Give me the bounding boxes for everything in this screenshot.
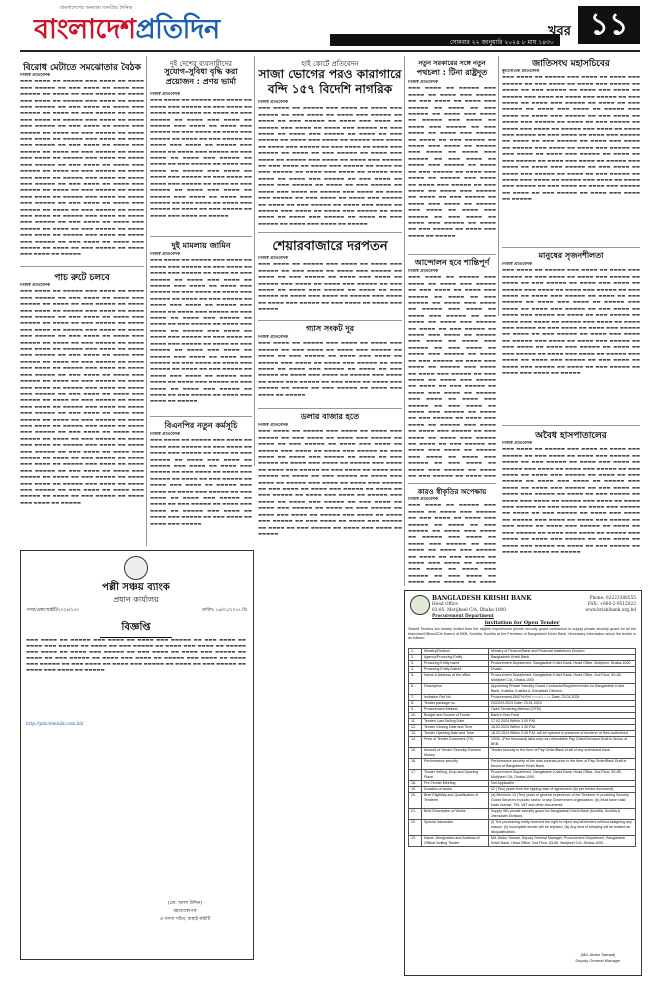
tender-row-value: (a) Minimum 10 (Ten) years of general experience of the Tenderer in providing Security Guard Services in public sector or any Government organization. (b) Must have valid trade license, TIN, VAT and other documents. — [489, 793, 636, 809]
tender-row-value: (i) The purchasing entity reserves the right to reject any/all tenders without assigning any reason. (ii) Incomplete tender will be rejected. (iii) Any kind of lobbying will be treated as disqualification. — [489, 820, 636, 836]
article-kicker: হাই কোর্টে প্রতিবেদন — [301, 60, 359, 68]
tender-row-label: Pre-Tender Meeting — [422, 781, 489, 787]
article-byline: নিজস্ব প্রতিবেদক — [20, 283, 51, 288]
masthead — [0, 0, 650, 48]
tender-row-number: 10. — [409, 713, 422, 719]
tender-row-number: 11. — [409, 719, 422, 725]
masthead-tagline: বাংলাদেশের অন্যতম জনপ্রিয় দৈনিক — [60, 5, 133, 11]
tender-row — [409, 737, 636, 748]
column-divider — [404, 56, 405, 586]
article-divider — [408, 483, 496, 484]
ad-signature-name: (মো: আলা উদ্দিন) — [167, 901, 203, 906]
article-byline: নিজস্ব প্রতিবেদক — [502, 262, 533, 267]
article-byline: নিজস্ব প্রতিবেদক — [408, 80, 439, 85]
tender-row-number: 20. — [409, 793, 422, 809]
tender-row-value: 18.02.2024 Within 3.30 P.M. — [489, 725, 636, 731]
tender-row-value: Supply 961 private security guard for Bangladesh Krishi Bank (Kushtia, Kushtia & Jhenaidah Division). — [489, 809, 636, 820]
tender-row-value: Performance security of the total contract price in the form of Pay Order/Bank Draft in favour of Bangladesh Krishi Bank. — [489, 759, 636, 770]
article-divider — [258, 232, 402, 233]
tender-row-number: 22. — [409, 820, 422, 836]
krishi-address: 83-85, Motijheel C/A, Dhaka-1000. — [432, 608, 508, 613]
article-byline: কূটনৈতিক প্রতিবেদক — [502, 69, 540, 74]
article-byline: নিজস্ব প্রতিবেদক — [408, 269, 439, 274]
article-headline[interactable]: জাতিসংঘ মহাসচিবের — [532, 59, 610, 69]
tender-row — [409, 770, 636, 781]
tender-table — [408, 648, 636, 847]
ad-notice-title: বিজ্ঞপ্তি — [100, 620, 172, 638]
article-body: নিজস্ব প্রতিবেদক ▬▬▬ ▬▬▬▬ ▬▬ ▬▬▬▬▬ ▬▬▬ ▬▬▬▬ ▬▬ ▬▬▬▬ ▬▬▬ ▬▬▬▬▬ ▬▬ ▬▬▬ ▬▬▬▬ ▬▬ ▬▬▬▬ ▬▬▬ ▬▬▬▬▬ ▬▬ ▬▬▬▬ ▬▬ ▬▬▬ ▬▬▬▬▬ ▬▬ ▬▬▬▬ ▬▬▬ ▬▬▬▬ ▬▬ ▬▬▬▬▬ ▬▬▬ ▬▬▬▬ ▬▬ ▬▬▬▬ ▬▬▬ ▬▬▬▬▬ ▬▬ ▬▬▬ ▬▬▬▬ ▬▬ ▬▬▬▬ ▬▬▬ ▬▬▬▬▬ ▬▬ ▬▬▬▬ ▬▬ ▬▬▬ ▬▬▬▬▬ ▬▬ ▬▬▬▬ ▬▬▬ ▬▬▬▬ ▬▬ ▬▬▬▬▬ ▬▬▬ ▬▬▬▬ ▬▬ ▬▬▬▬ ▬▬▬ ▬▬▬▬▬ ▬▬ ▬▬▬ ▬▬▬▬ ▬▬ ▬▬▬▬ ▬▬▬ ▬▬▬▬▬ ▬▬ ▬▬▬▬ ▬▬ ▬▬▬ ▬▬▬▬▬ ▬▬ ▬▬▬▬ ▬▬▬ ▬▬▬▬ ▬▬ ▬▬▬▬▬ ▬▬▬ ▬▬▬▬ ▬▬ ▬▬▬▬ ▬▬▬ ▬▬▬▬▬ ▬▬ ▬▬▬ ▬▬▬▬ ▬▬ ▬▬▬▬ ▬▬▬ ▬▬▬▬▬ — [150, 432, 252, 527]
tender-row-label: Tender Closing Date and Time — [422, 725, 489, 731]
tender-row-label: Brief Eligibility and Qualification of Tenderer — [422, 793, 489, 809]
tender-row — [409, 731, 636, 737]
newspaper-logo[interactable] — [34, 9, 220, 54]
tender-row-label: Performance security — [422, 759, 489, 770]
tender-row-label: Procuring Entity name — [422, 661, 489, 667]
tender-row-value: Dhaka — [489, 667, 636, 673]
tender-row-value: 02 (Two) years from the signing date of agreement (As per tender document). — [489, 787, 636, 793]
tender-row-label: Tender Opening Date and Time — [422, 731, 489, 737]
tender-row-label: Description — [422, 684, 489, 695]
tender-row-number: 9. — [409, 707, 422, 713]
column-divider — [498, 56, 499, 316]
article-body: নিজস্ব প্রতিবেদক ▬▬▬ ▬▬▬▬ ▬▬ ▬▬▬▬▬ ▬▬▬ ▬▬▬▬ ▬▬ ▬▬▬▬ ▬▬▬ ▬▬▬▬▬ ▬▬ ▬▬▬ ▬▬▬▬ ▬▬ ▬▬▬▬ ▬▬▬ ▬▬▬▬▬ ▬▬ ▬▬▬▬ ▬▬ ▬▬▬ ▬▬▬▬▬ ▬▬ ▬▬▬▬ ▬▬▬ ▬▬▬▬ ▬▬ ▬▬▬▬▬ ▬▬▬ ▬▬▬▬ ▬▬ ▬▬▬▬ ▬▬▬ ▬▬▬▬▬ ▬▬ ▬▬▬ ▬▬▬▬ ▬▬ ▬▬▬▬ ▬▬▬ ▬▬▬▬▬ ▬▬ ▬▬▬▬ ▬▬ ▬▬▬ ▬▬▬▬▬ ▬▬ ▬▬▬▬ ▬▬▬ ▬▬▬▬ ▬▬ ▬▬▬▬▬ ▬▬▬ ▬▬▬▬ ▬▬ ▬▬▬▬ ▬▬▬ ▬▬▬▬▬ ▬▬ ▬▬▬ ▬▬▬▬ ▬▬ ▬▬▬▬ ▬▬▬ ▬▬▬▬▬ ▬▬ ▬▬▬▬ — [408, 497, 496, 583]
krishi-bank-logo-icon — [410, 595, 430, 615]
section-name: খবর — [548, 24, 571, 39]
article-body: নিজস্ব প্রতিবেদক ▬▬▬ ▬▬▬▬ ▬▬ ▬▬▬▬▬ ▬▬▬ ▬▬▬▬ ▬▬ ▬▬▬▬ ▬▬▬ ▬▬▬▬▬ ▬▬ ▬▬▬ ▬▬▬▬ ▬▬ ▬▬▬▬ ▬▬▬ ▬▬▬▬▬ ▬▬ ▬▬▬▬ ▬▬ ▬▬▬ ▬▬▬▬▬ ▬▬ ▬▬▬▬ ▬▬▬ ▬▬▬▬ ▬▬ ▬▬▬▬▬ ▬▬▬ ▬▬▬▬ ▬▬ ▬▬▬▬ ▬▬▬ ▬▬▬▬▬ ▬▬ ▬▬▬ ▬▬▬▬ ▬▬ ▬▬▬▬ ▬▬▬ ▬▬▬▬▬ ▬▬ ▬▬▬▬ ▬▬ ▬▬▬ ▬▬▬▬▬ ▬▬ ▬▬▬▬ ▬▬▬ ▬▬▬▬ ▬▬ ▬▬▬▬▬ ▬▬▬ ▬▬▬▬ ▬▬ ▬▬▬▬ ▬▬▬ ▬▬▬▬▬ ▬▬ ▬▬▬ ▬▬▬▬ ▬▬ ▬▬▬▬ ▬▬▬ ▬▬▬▬▬ ▬▬ ▬▬▬▬ ▬▬ ▬▬▬ ▬▬▬▬▬ ▬▬ ▬▬▬▬ ▬▬▬ ▬▬▬▬ ▬▬ ▬▬▬▬▬ ▬▬▬ ▬▬▬▬ ▬▬ ▬▬▬▬ ▬▬▬ ▬▬▬▬▬ ▬▬ ▬▬▬ ▬▬▬▬ ▬▬ ▬▬▬▬ ▬▬▬ ▬▬▬▬▬ ▬▬ ▬▬▬▬ ▬▬ ▬▬▬ ▬▬▬▬▬ ▬▬ ▬▬▬▬ ▬▬▬ ▬▬▬▬ ▬▬ ▬▬▬▬▬ ▬▬▬ ▬▬▬▬ ▬▬ ▬▬▬▬ ▬▬▬ ▬▬▬▬▬ ▬▬ ▬▬▬ ▬▬▬▬ ▬▬ ▬▬▬▬ ▬▬▬ ▬▬▬▬▬ ▬▬ ▬▬▬▬ ▬▬ ▬▬▬ ▬▬▬▬▬ ▬▬ ▬▬▬▬ ▬▬▬ ▬▬▬▬ ▬▬ ▬▬▬▬▬ ▬▬▬ ▬▬▬▬ ▬▬ ▬▬▬▬ ▬▬▬ ▬▬▬▬▬ ▬▬ ▬▬▬ ▬▬▬▬ ▬▬ ▬▬▬▬ ▬▬▬ ▬▬▬▬▬ ▬▬ ▬▬▬▬ ▬▬ ▬▬▬ ▬▬▬▬▬ ▬▬ ▬▬▬▬ ▬▬▬ ▬▬▬▬ ▬▬ ▬▬▬▬▬ ▬▬▬ ▬▬▬▬ ▬▬ ▬▬▬▬ ▬▬▬ ▬▬▬▬▬ ▬▬ ▬▬▬ ▬▬▬▬ ▬▬ ▬▬▬▬ ▬▬▬ ▬▬▬▬▬ ▬▬ ▬▬▬▬ ▬▬ ▬▬▬ ▬▬▬▬▬ ▬▬ ▬▬▬▬ ▬▬▬ ▬▬▬▬ ▬▬ ▬▬▬▬▬ — [258, 100, 402, 227]
tender-row-value: 20/2023-2024 Date: 23.01.2024 — [489, 701, 636, 707]
article-body: নিজস্ব প্রতিবেদক ▬▬▬ ▬▬▬▬ ▬▬ ▬▬▬▬▬ ▬▬▬ ▬▬▬▬ ▬▬ ▬▬▬▬ ▬▬▬ ▬▬▬▬▬ ▬▬ ▬▬▬ ▬▬▬▬ ▬▬ ▬▬▬▬ ▬▬▬ ▬▬▬▬▬ ▬▬ ▬▬▬▬ ▬▬ ▬▬▬ ▬▬▬▬▬ ▬▬ ▬▬▬▬ ▬▬▬ ▬▬▬▬ ▬▬ ▬▬▬▬▬ ▬▬▬ ▬▬▬▬ ▬▬ ▬▬▬▬ ▬▬▬ ▬▬▬▬▬ ▬▬ ▬▬▬ ▬▬▬▬ ▬▬ ▬▬▬▬ ▬▬▬ ▬▬▬▬▬ ▬▬ ▬▬▬▬ ▬▬ ▬▬▬ ▬▬▬▬▬ ▬▬ ▬▬▬▬ ▬▬▬ ▬▬▬▬ ▬▬ ▬▬▬▬▬ ▬▬▬ ▬▬▬▬ ▬▬ ▬▬▬▬ ▬▬▬ ▬▬▬▬▬ ▬▬ ▬▬▬ ▬▬▬▬ ▬▬ ▬▬▬▬ ▬▬▬ ▬▬▬▬▬ ▬▬ ▬▬▬▬ ▬▬ ▬▬▬ ▬▬▬▬▬ ▬▬ ▬▬▬▬ ▬▬▬ ▬▬▬▬ ▬▬ ▬▬▬▬▬ ▬▬▬ ▬▬▬▬ ▬▬ ▬▬▬▬ ▬▬▬ ▬▬▬▬▬ ▬▬ ▬▬▬ ▬▬▬▬ ▬▬ ▬▬▬▬ ▬▬▬ ▬▬▬▬▬ ▬▬ ▬▬▬▬ ▬▬ ▬▬▬ ▬▬▬▬▬ ▬▬ ▬▬▬▬ ▬▬▬ ▬▬▬▬ ▬▬ ▬▬▬▬▬ ▬▬▬ ▬▬▬▬ ▬▬ ▬▬▬▬ ▬▬▬ ▬▬▬▬▬ ▬▬ ▬▬▬ ▬▬▬▬ ▬▬ ▬▬▬▬ ▬▬▬ ▬▬▬▬▬ ▬▬ ▬▬▬▬ ▬▬ ▬▬▬ ▬▬▬▬▬ ▬▬ ▬▬▬▬ ▬▬▬ ▬▬▬▬ ▬▬ ▬▬▬▬▬ ▬▬▬ ▬▬▬▬ ▬▬ ▬▬▬▬ ▬▬▬ ▬▬▬▬▬ ▬▬ ▬▬▬ ▬▬▬▬ ▬▬ ▬▬▬▬ ▬▬▬ ▬▬▬▬▬ ▬▬ ▬▬▬▬ ▬▬ ▬▬▬ ▬▬▬▬▬ ▬▬ ▬▬▬▬ ▬▬▬ ▬▬▬▬ ▬▬ ▬▬▬▬▬ ▬▬▬ ▬▬▬▬ ▬▬ ▬▬▬▬ ▬▬▬ ▬▬▬▬▬ ▬▬ ▬▬▬ ▬▬▬▬ ▬▬ ▬▬▬▬ ▬▬▬ ▬▬▬▬▬ ▬▬ ▬▬▬▬ ▬▬ ▬▬▬ ▬▬▬▬▬ ▬▬ ▬▬▬▬ ▬▬▬ ▬▬▬▬ ▬▬ ▬▬▬▬▬ ▬▬▬ ▬▬▬▬ ▬▬ ▬▬▬▬ ▬▬▬ ▬▬▬▬▬ ▬▬ ▬▬▬ ▬▬▬▬ ▬▬ ▬▬▬▬ ▬▬▬ ▬▬▬▬▬ ▬▬ ▬▬▬▬ ▬▬ ▬▬▬ ▬▬▬▬▬ ▬▬ ▬▬▬▬ ▬▬▬ ▬▬▬▬ ▬▬ ▬▬▬▬▬ ▬▬▬ ▬▬▬▬ ▬▬ ▬▬▬▬ ▬▬▬ ▬▬▬▬▬ ▬▬ ▬▬▬ ▬▬▬▬ ▬▬ ▬▬▬▬ ▬▬▬ ▬▬▬▬▬ ▬▬ ▬▬▬▬ ▬▬ ▬▬▬ ▬▬▬▬▬ ▬▬ ▬▬▬▬ ▬▬▬ ▬▬▬▬ ▬▬ ▬▬▬▬▬ ▬▬▬ ▬▬▬▬ ▬▬ ▬▬▬▬ ▬▬▬ ▬▬▬▬▬ ▬▬ ▬▬▬ ▬▬▬▬ ▬▬ ▬▬▬▬ ▬▬▬ ▬▬▬▬▬ ▬▬ ▬▬▬▬ ▬▬ ▬▬▬ ▬▬▬▬▬ ▬▬ ▬▬▬▬ ▬▬▬ ▬▬▬▬ ▬▬ ▬▬▬▬▬ ▬▬▬ ▬▬▬▬ ▬▬ ▬▬▬▬ ▬▬▬ ▬▬▬▬▬ ▬▬ ▬▬▬ ▬▬▬▬ ▬▬ ▬▬▬▬ ▬▬▬ ▬▬▬▬▬ ▬▬ ▬▬▬▬ ▬▬ ▬▬▬ ▬▬▬▬▬ ▬▬ ▬▬▬▬ ▬▬▬ ▬▬▬▬ ▬▬ ▬▬▬▬▬ — [20, 283, 144, 506]
article-headline[interactable]: মানুষের সৃজনশীলতা — [538, 251, 604, 260]
tender-row — [409, 820, 636, 836]
tender-row-label: Procurement Method — [422, 707, 489, 713]
tender-row — [409, 748, 636, 759]
tender-row-value: 1000/- (Five thousand) taka only non-refundable Pay Order/Demand Draft in favour of BKB. — [489, 737, 636, 748]
tender-row-label: Price of Tender Document (TK) — [422, 737, 489, 748]
tender-row — [409, 673, 636, 684]
article-headline[interactable]: কারও স্বীকৃতির অপেক্ষায় — [417, 487, 487, 496]
article-byline: নিজস্ব প্রতিবেদক — [258, 423, 289, 428]
article-byline: নিজস্ব প্রতিবেদক — [20, 73, 51, 78]
article-headline[interactable]: সুযোগ-সুবিধা বৃদ্ধি করা প্রয়োজন : প্রণয় ভার্মা — [164, 67, 238, 86]
tender-row — [409, 793, 636, 809]
column-divider — [146, 56, 147, 546]
tender-row-value: Ministry of Finance/Bank and Financial Institutions Division — [489, 649, 636, 655]
tender-row-label: Tender/ Last Selling Date — [422, 719, 489, 725]
article-body: নিজস্ব প্রতিবেদক ▬▬▬ ▬▬▬▬ ▬▬ ▬▬▬▬▬ ▬▬▬ ▬▬▬▬ ▬▬ ▬▬▬▬ ▬▬▬ ▬▬▬▬▬ ▬▬ ▬▬▬ ▬▬▬▬ ▬▬ ▬▬▬▬ ▬▬▬ ▬▬▬▬▬ ▬▬ ▬▬▬▬ ▬▬ ▬▬▬ ▬▬▬▬▬ ▬▬ ▬▬▬▬ ▬▬▬ ▬▬▬▬ ▬▬ ▬▬▬▬▬ ▬▬▬ ▬▬▬▬ ▬▬ ▬▬▬▬ ▬▬▬ ▬▬▬▬▬ ▬▬ ▬▬▬ ▬▬▬▬ ▬▬ ▬▬▬▬ ▬▬▬ ▬▬▬▬▬ ▬▬ ▬▬▬▬ ▬▬ ▬▬▬ ▬▬▬▬▬ ▬▬ ▬▬▬▬ ▬▬▬ ▬▬▬▬ ▬▬ ▬▬▬▬▬ ▬▬▬ ▬▬▬▬ ▬▬ ▬▬▬▬ ▬▬▬ ▬▬▬▬▬ ▬▬ ▬▬▬ ▬▬▬▬ ▬▬ ▬▬▬▬ ▬▬▬ ▬▬▬▬▬ ▬▬ ▬▬▬▬ ▬▬ ▬▬▬ ▬▬▬▬▬ ▬▬ ▬▬▬▬ ▬▬▬ ▬▬▬▬ ▬▬ ▬▬▬▬▬ — [258, 335, 402, 398]
article-kicker: দুই দেশের ব্যবসায়ীদের — [169, 60, 233, 68]
article-byline: নিজস্ব প্রতিবেদক — [150, 92, 181, 97]
dateline: সোমবার ২২ জানুয়ারি ২০২৪ ৮ মাঘ ১৪৩০ — [450, 39, 554, 46]
logo-part-2: প্রতিদিন — [135, 14, 220, 45]
tender-row-value: Md. Abdur Samad, Deputy General Manager, Procurement Department, Bangladesh Krishi Bank, Head Office, 2nd Floor, 83-85, Motijheel C/A, Dhaka-1000. — [489, 836, 636, 847]
article-body: নিজস্ব প্রতিবেদক ▬▬▬ ▬▬▬▬ ▬▬ ▬▬▬▬▬ ▬▬▬ ▬▬▬▬ ▬▬ ▬▬▬▬ ▬▬▬ ▬▬▬▬▬ ▬▬ ▬▬▬ ▬▬▬▬ ▬▬ ▬▬▬▬ ▬▬▬ ▬▬▬▬▬ ▬▬ ▬▬▬▬ ▬▬ ▬▬▬ ▬▬▬▬▬ ▬▬ ▬▬▬▬ ▬▬▬ ▬▬▬▬ ▬▬ ▬▬▬▬▬ ▬▬▬ ▬▬▬▬ ▬▬ ▬▬▬▬ ▬▬▬ ▬▬▬▬▬ ▬▬ ▬▬▬ ▬▬▬▬ ▬▬ ▬▬▬▬ ▬▬▬ ▬▬▬▬▬ ▬▬ ▬▬▬▬ ▬▬ ▬▬▬ ▬▬▬▬▬ ▬▬ ▬▬▬▬ ▬▬▬ ▬▬▬▬ ▬▬ ▬▬▬▬▬ ▬▬▬ ▬▬▬▬ ▬▬ ▬▬▬▬ ▬▬▬ ▬▬▬▬▬ ▬▬ ▬▬▬ ▬▬▬▬ ▬▬ ▬▬▬▬ ▬▬▬ ▬▬▬▬▬ ▬▬ ▬▬▬▬ ▬▬ ▬▬▬ ▬▬▬▬▬ ▬▬ ▬▬▬▬ ▬▬▬ ▬▬▬▬ ▬▬ ▬▬▬▬▬ ▬▬▬ ▬▬▬▬ ▬▬ ▬▬▬▬ ▬▬▬ ▬▬▬▬▬ ▬▬ ▬▬▬ ▬▬▬▬ ▬▬ ▬▬▬▬ ▬▬▬ ▬▬▬▬▬ ▬▬ ▬▬▬▬ ▬▬ ▬▬▬ ▬▬▬▬▬ ▬▬ ▬▬▬▬ ▬▬▬ ▬▬▬▬ ▬▬ ▬▬▬▬▬ ▬▬▬ ▬▬▬▬ ▬▬ ▬▬▬▬ ▬▬▬ ▬▬▬▬▬ ▬▬ ▬▬▬ ▬▬▬▬ ▬▬ ▬▬▬▬ ▬▬▬ ▬▬▬▬▬ ▬▬ ▬▬▬▬ ▬▬ ▬▬▬ ▬▬▬▬▬ ▬▬ ▬▬▬▬ ▬▬▬ ▬▬▬▬ ▬▬ ▬▬▬▬▬ ▬▬▬ ▬▬▬▬ ▬▬ ▬▬▬▬ ▬▬▬ ▬▬▬▬▬ ▬▬ ▬▬▬ ▬▬▬▬ ▬▬ ▬▬▬▬ ▬▬▬ ▬▬▬▬▬ ▬▬ ▬▬▬▬ ▬▬ ▬▬▬ ▬▬▬▬▬ ▬▬ ▬▬▬▬ ▬▬▬ ▬▬▬▬ ▬▬ ▬▬▬▬▬ — [258, 423, 402, 537]
article-body: নিজস্ব প্রতিবেদক ▬▬▬ ▬▬▬▬ ▬▬ ▬▬▬▬▬ ▬▬▬ ▬▬▬▬ ▬▬ ▬▬▬▬ ▬▬▬ ▬▬▬▬▬ ▬▬ ▬▬▬ ▬▬▬▬ ▬▬ ▬▬▬▬ ▬▬▬ ▬▬▬▬▬ ▬▬ ▬▬▬▬ ▬▬ ▬▬▬ ▬▬▬▬▬ ▬▬ ▬▬▬▬ ▬▬▬ ▬▬▬▬ ▬▬ ▬▬▬▬▬ ▬▬▬ ▬▬▬▬ ▬▬ ▬▬▬▬ ▬▬▬ ▬▬▬▬▬ ▬▬ ▬▬▬ ▬▬▬▬ ▬▬ ▬▬▬▬ ▬▬▬ ▬▬▬▬▬ ▬▬ ▬▬▬▬ ▬▬ ▬▬▬ ▬▬▬▬▬ ▬▬ ▬▬▬▬ ▬▬▬ ▬▬▬▬ ▬▬ ▬▬▬▬▬ ▬▬▬ ▬▬▬▬ ▬▬ ▬▬▬▬ ▬▬▬ ▬▬▬▬▬ ▬▬ ▬▬▬ ▬▬▬▬ ▬▬ ▬▬▬▬ ▬▬▬ ▬▬▬▬▬ ▬▬ ▬▬▬▬ ▬▬ ▬▬▬ ▬▬▬▬▬ ▬▬ ▬▬▬▬ ▬▬▬ ▬▬▬▬ ▬▬ ▬▬▬▬▬ ▬▬▬ ▬▬▬▬ ▬▬ ▬▬▬▬ ▬▬▬ ▬▬▬▬▬ ▬▬ ▬▬▬ ▬▬▬▬ ▬▬ ▬▬▬▬ ▬▬▬ ▬▬▬▬▬ ▬▬ ▬▬▬▬ ▬▬ ▬▬▬ ▬▬▬▬▬ ▬▬ ▬▬▬▬ ▬▬▬ ▬▬▬▬ ▬▬ ▬▬▬▬▬ ▬▬▬ ▬▬▬▬ ▬▬ ▬▬▬▬ ▬▬▬ ▬▬▬▬▬ ▬▬ ▬▬▬ ▬▬▬▬ ▬▬ ▬▬▬▬ ▬▬▬ ▬▬▬▬▬ ▬▬ ▬▬▬▬ ▬▬ ▬▬▬ ▬▬▬▬▬ ▬▬ ▬▬▬▬ ▬▬▬ ▬▬▬▬ ▬▬ ▬▬▬▬▬ ▬▬▬ ▬▬▬▬ ▬▬ ▬▬▬▬ ▬▬▬ ▬▬▬▬▬ ▬▬ ▬▬▬ ▬▬▬▬ ▬▬ ▬▬▬▬ ▬▬▬ ▬▬▬▬▬ ▬▬ ▬▬▬▬ ▬▬ ▬▬▬ ▬▬▬▬▬ ▬▬ ▬▬▬▬ ▬▬▬ ▬▬▬▬ ▬▬ ▬▬▬▬▬ ▬▬▬ ▬▬▬▬ ▬▬ ▬▬▬▬ ▬▬▬ ▬▬▬▬▬ ▬▬ ▬▬▬ ▬▬▬▬ ▬▬ ▬▬▬▬ ▬▬▬ ▬▬▬▬▬ ▬▬ ▬▬▬▬ ▬▬ ▬▬▬ ▬▬▬▬▬ ▬▬ ▬▬▬▬ ▬▬▬ ▬▬▬▬ ▬▬ ▬▬▬▬▬ ▬▬▬ ▬▬▬▬ ▬▬ ▬▬▬▬ ▬▬▬ ▬▬▬▬▬ ▬▬ ▬▬▬ ▬▬▬▬ ▬▬ ▬▬▬▬ ▬▬▬ ▬▬▬▬▬ ▬▬ ▬▬▬▬ ▬▬ ▬▬▬ ▬▬▬▬▬ ▬▬ ▬▬▬▬ ▬▬▬ ▬▬▬▬ ▬▬ ▬▬▬▬▬ ▬▬▬ ▬▬▬▬ ▬▬ ▬▬▬▬ ▬▬▬ ▬▬▬▬▬ ▬▬ ▬▬▬ ▬▬▬▬ ▬▬ ▬▬▬▬ ▬▬▬ ▬▬▬▬▬ ▬▬ ▬▬▬▬ ▬▬ ▬▬▬ ▬▬▬▬▬ ▬▬ ▬▬▬▬ ▬▬▬ ▬▬▬▬ ▬▬ ▬▬▬▬▬ — [20, 73, 144, 258]
tender-row-number: 23. — [409, 836, 422, 847]
ad-ref: পসবা/প্রকা/আইটি/২০২৪/১৫০ — [26, 608, 80, 613]
tender-row-label: Duration of works — [422, 787, 489, 793]
tender-row — [409, 684, 636, 695]
ad-office: প্রধান কার্যালয় — [113, 595, 159, 604]
tender-row-number: 1. — [409, 649, 422, 655]
tender-row-value: Not Applicable — [489, 781, 636, 787]
tender-row-value: Procurement Department, Bangladesh Krishi Bank, Head Office, Motijheel, Dhaka-1000. — [489, 661, 636, 667]
article-divider — [258, 320, 402, 321]
article-body: নিজস্ব প্রতিবেদক ▬▬▬ ▬▬▬▬ ▬▬ ▬▬▬▬▬ ▬▬▬ ▬▬▬▬ ▬▬ ▬▬▬▬ ▬▬▬ ▬▬▬▬▬ ▬▬ ▬▬▬ ▬▬▬▬ ▬▬ ▬▬▬▬ ▬▬▬ ▬▬▬▬▬ ▬▬ ▬▬▬▬ ▬▬ ▬▬▬ ▬▬▬▬▬ ▬▬ ▬▬▬▬ ▬▬▬ ▬▬▬▬ ▬▬ ▬▬▬▬▬ ▬▬▬ ▬▬▬▬ ▬▬ ▬▬▬▬ ▬▬▬ ▬▬▬▬▬ ▬▬ ▬▬▬ ▬▬▬▬ ▬▬ ▬▬▬▬ ▬▬▬ ▬▬▬▬▬ ▬▬ ▬▬▬▬ ▬▬ ▬▬▬ ▬▬▬▬▬ ▬▬ ▬▬▬▬ ▬▬▬ ▬▬▬▬ ▬▬ ▬▬▬▬▬ ▬▬▬ ▬▬▬▬ ▬▬ ▬▬▬▬ ▬▬▬ ▬▬▬▬▬ ▬▬ ▬▬▬ ▬▬▬▬ ▬▬ ▬▬▬▬ ▬▬▬ ▬▬▬▬▬ — [258, 256, 402, 313]
bank-emblem-icon — [124, 556, 148, 580]
tender-row-label: Tender package no. — [422, 701, 489, 707]
article-headline[interactable]: অবৈধ হাসপাতালের — [535, 431, 607, 441]
krishi-fax: FAX: +880-2-9512022 — [587, 602, 636, 607]
tender-row-number: 19. — [409, 787, 422, 793]
article-byline: নিজস্ব প্রতিবেদক — [150, 432, 181, 437]
tender-row-label: Invitation Ref No. — [422, 695, 489, 701]
article-headline[interactable]: শেয়ারবাজারে দরপতন — [272, 239, 388, 254]
tender-row-label: Name & Address of the office — [422, 673, 489, 684]
tender-row-value: Bank's Own Fund — [489, 713, 636, 719]
krishi-office: Head Office — [432, 602, 458, 607]
tender-row-number: 17. — [409, 770, 422, 781]
masthead-rule — [20, 50, 640, 52]
column-divider — [254, 56, 255, 466]
tender-title: Invitation for Open Tender — [484, 620, 560, 626]
article-divider — [502, 247, 640, 248]
krishi-phone: Phone: 02223388555 — [589, 596, 636, 601]
ad-notice-body: ▬▬▬ ▬▬▬▬ ▬▬ ▬▬▬▬▬ ▬▬▬ ▬▬▬▬ ▬▬ ▬▬▬▬ ▬▬▬ ▬▬▬▬▬ ▬▬ ▬▬▬ ▬▬▬▬ ▬▬ ▬▬▬▬ ▬▬▬ ▬▬▬▬▬ ▬▬ ▬▬▬▬ ▬▬ ▬▬▬ ▬▬▬▬▬ ▬▬ ▬▬▬▬ ▬▬▬ ▬▬▬▬ ▬▬ ▬▬▬▬▬ ▬▬▬ ▬▬▬▬ ▬▬ ▬▬▬▬ ▬▬▬ ▬▬▬▬▬ ▬▬ ▬▬▬ ▬▬▬▬ ▬▬ ▬▬▬▬ ▬▬▬ ▬▬▬▬▬ ▬▬ ▬▬▬▬ ▬▬ ▬▬▬ ▬▬▬▬▬ ▬▬ ▬▬▬▬ ▬▬▬ ▬▬▬▬ ▬▬ ▬▬▬▬▬ ▬▬▬ ▬▬▬▬ ▬▬ ▬▬▬▬ ▬▬▬ ▬▬▬▬▬ ▬▬ ▬▬▬ ▬▬▬▬ ▬▬ ▬▬▬▬ ▬▬▬ ▬▬▬▬▬ ▬▬ ▬▬▬▬ ▬▬ ▬▬▬ ▬▬▬▬▬ ▬▬ ▬▬▬▬ ▬▬▬ ▬▬▬▬ ▬▬ ▬▬▬▬▬ — [26, 638, 246, 673]
article-divider — [150, 236, 252, 237]
tender-row-number: 14. — [409, 737, 422, 748]
article-headline[interactable]: দুই মামলায় জামিন — [171, 241, 231, 250]
tender-row-label: Budget and Source of Funds — [422, 713, 489, 719]
tender-signature-title: Deputy General Manager — [575, 958, 621, 963]
article-headline[interactable]: গ্যাস সংকট দূর — [305, 323, 355, 333]
article-byline: নিজস্ব প্রতিবেদক — [258, 256, 289, 261]
ad-org-name: পল্লী সঞ্চয় ব্যাংক — [102, 582, 170, 593]
tender-row-number: 15. — [409, 748, 422, 759]
article-body: নিজস্ব প্রতিবেদক ▬▬▬ ▬▬▬▬ ▬▬ ▬▬▬▬▬ ▬▬▬ ▬▬▬▬ ▬▬ ▬▬▬▬ ▬▬▬ ▬▬▬▬▬ ▬▬ ▬▬▬ ▬▬▬▬ ▬▬ ▬▬▬▬ ▬▬▬ ▬▬▬▬▬ ▬▬ ▬▬▬▬ ▬▬ ▬▬▬ ▬▬▬▬▬ ▬▬ ▬▬▬▬ ▬▬▬ ▬▬▬▬ ▬▬ ▬▬▬▬▬ ▬▬▬ ▬▬▬▬ ▬▬ ▬▬▬▬ ▬▬▬ ▬▬▬▬▬ ▬▬ ▬▬▬ ▬▬▬▬ ▬▬ ▬▬▬▬ ▬▬▬ ▬▬▬▬▬ ▬▬ ▬▬▬▬ ▬▬ ▬▬▬ ▬▬▬▬▬ ▬▬ ▬▬▬▬ ▬▬▬ ▬▬▬▬ ▬▬ ▬▬▬▬▬ ▬▬▬ ▬▬▬▬ ▬▬ ▬▬▬▬ ▬▬▬ ▬▬▬▬▬ ▬▬ ▬▬▬ ▬▬▬▬ ▬▬ ▬▬▬▬ ▬▬▬ ▬▬▬▬▬ ▬▬ ▬▬▬▬ ▬▬ ▬▬▬ ▬▬▬▬▬ ▬▬ ▬▬▬▬ ▬▬▬ ▬▬▬▬ ▬▬ ▬▬▬▬▬ ▬▬▬ ▬▬▬▬ ▬▬ ▬▬▬▬ ▬▬▬ ▬▬▬▬▬ ▬▬ ▬▬▬ ▬▬▬▬ ▬▬ ▬▬▬▬ ▬▬▬ ▬▬▬▬▬ ▬▬ ▬▬▬▬ ▬▬ ▬▬▬ ▬▬▬▬▬ ▬▬ ▬▬▬▬ ▬▬▬ ▬▬▬▬ ▬▬ ▬▬▬▬▬ ▬▬▬ ▬▬▬▬ ▬▬ ▬▬▬▬ ▬▬▬ ▬▬▬▬▬ ▬▬ ▬▬▬ ▬▬▬▬ ▬▬ ▬▬▬▬ ▬▬▬ ▬▬▬▬▬ ▬▬ ▬▬▬▬ ▬▬ ▬▬▬ ▬▬▬▬▬ ▬▬ ▬▬▬▬ ▬▬▬ ▬▬▬▬ ▬▬ ▬▬▬▬▬ — [408, 80, 496, 239]
tender-row-label: Amount of Tender Security/ Earnest Money — [422, 748, 489, 759]
tender-row-number: 16. — [409, 759, 422, 770]
tender-row-number: 6. — [409, 684, 422, 695]
ad-url-link[interactable]: http://psb.teletalk.com.bd/ — [26, 722, 84, 727]
krishi-bank-name: BANGLADESH KRISHI BANK — [432, 595, 532, 602]
article-headline[interactable]: পথচলা : টিনা রাষ্ট্রদূত — [416, 68, 488, 77]
article-divider — [20, 266, 144, 267]
lead-headline[interactable]: সাজা ভোগের পরও কারাগারে বন্দি ১৫৭ বিদেশি নাগরিক — [258, 67, 402, 96]
ad-date: তারিখ: ১৬/০১/২০২৪ খ্রি. — [201, 608, 248, 613]
tender-row-label: Procuring Entity District — [422, 667, 489, 673]
logo-part-1: বাংলাদেশ — [34, 14, 136, 45]
article-divider — [150, 416, 252, 417]
tender-row-number: 12. — [409, 725, 422, 731]
article-headline[interactable]: বিরোধ মেটাতে সমঝোতার বৈঠক — [23, 63, 141, 73]
article-body: নিজস্ব প্রতিবেদক ▬▬▬ ▬▬▬▬ ▬▬ ▬▬▬▬▬ ▬▬▬ ▬▬▬▬ ▬▬ ▬▬▬▬ ▬▬▬ ▬▬▬▬▬ ▬▬ ▬▬▬ ▬▬▬▬ ▬▬ ▬▬▬▬ ▬▬▬ ▬▬▬▬▬ ▬▬ ▬▬▬▬ ▬▬ ▬▬▬ ▬▬▬▬▬ ▬▬ ▬▬▬▬ ▬▬▬ ▬▬▬▬ ▬▬ ▬▬▬▬▬ ▬▬▬ ▬▬▬▬ ▬▬ ▬▬▬▬ ▬▬▬ ▬▬▬▬▬ ▬▬ ▬▬▬ ▬▬▬▬ ▬▬ ▬▬▬▬ ▬▬▬ ▬▬▬▬▬ ▬▬ ▬▬▬▬ ▬▬ ▬▬▬ ▬▬▬▬▬ ▬▬ ▬▬▬▬ ▬▬▬ ▬▬▬▬ ▬▬ ▬▬▬▬▬ ▬▬▬ ▬▬▬▬ ▬▬ ▬▬▬▬ ▬▬▬ ▬▬▬▬▬ ▬▬ ▬▬▬ ▬▬▬▬ ▬▬ ▬▬▬▬ ▬▬▬ ▬▬▬▬▬ ▬▬ ▬▬▬▬ ▬▬ ▬▬▬ ▬▬▬▬▬ ▬▬ ▬▬▬▬ ▬▬▬ ▬▬▬▬ ▬▬ ▬▬▬▬▬ ▬▬▬ ▬▬▬▬ ▬▬ ▬▬▬▬ ▬▬▬ ▬▬▬▬▬ ▬▬ ▬▬▬ ▬▬▬▬ ▬▬ ▬▬▬▬ ▬▬▬ ▬▬▬▬▬ ▬▬ ▬▬▬▬ ▬▬ ▬▬▬ ▬▬▬▬▬ ▬▬ ▬▬▬▬ ▬▬▬ ▬▬▬▬ ▬▬ ▬▬▬▬▬ ▬▬▬ ▬▬▬▬ ▬▬ ▬▬▬▬ ▬▬▬ ▬▬▬▬▬ ▬▬ ▬▬▬ ▬▬▬▬ ▬▬ ▬▬▬▬ ▬▬▬ ▬▬▬▬▬ ▬▬ ▬▬▬▬ ▬▬ ▬▬▬ ▬▬▬▬▬ ▬▬ ▬▬▬▬ ▬▬▬ ▬▬▬▬ ▬▬ ▬▬▬▬▬ — [150, 92, 252, 219]
tender-row-number: 3. — [409, 661, 422, 667]
tender-row-number: 8. — [409, 701, 422, 707]
tender-row — [409, 809, 636, 820]
article-headline[interactable]: বিএনপির নতুন কর্মসূচি — [164, 421, 238, 430]
tender-intro: Sealed Tenders are hereby invited from the eligible experienced private security guard contractors to supply private security guard for all the branches/Offices/ZOs branch of BKB, Kushtia, Kushtia at the Premises of Bangladesh Krishi Bank. Necessary Information about the tender is as follows: — [408, 627, 636, 641]
article-headline[interactable]: ডলার বাজার হতে — [300, 411, 360, 421]
tender-row — [409, 787, 636, 793]
article-divider — [502, 425, 640, 426]
article-byline: নিজস্ব প্রতিবেদক — [258, 100, 289, 105]
article-divider — [408, 254, 496, 255]
article-body: নিজস্ব প্রতিবেদক ▬▬▬ ▬▬▬▬ ▬▬ ▬▬▬▬▬ ▬▬▬ ▬▬▬▬ ▬▬ ▬▬▬▬ ▬▬▬ ▬▬▬▬▬ ▬▬ ▬▬▬ ▬▬▬▬ ▬▬ ▬▬▬▬ ▬▬▬ ▬▬▬▬▬ ▬▬ ▬▬▬▬ ▬▬ ▬▬▬ ▬▬▬▬▬ ▬▬ ▬▬▬▬ ▬▬▬ ▬▬▬▬ ▬▬ ▬▬▬▬▬ ▬▬▬ ▬▬▬▬ ▬▬ ▬▬▬▬ ▬▬▬ ▬▬▬▬▬ ▬▬ ▬▬▬ ▬▬▬▬ ▬▬ ▬▬▬▬ ▬▬▬ ▬▬▬▬▬ ▬▬ ▬▬▬▬ ▬▬ ▬▬▬ ▬▬▬▬▬ ▬▬ ▬▬▬▬ ▬▬▬ ▬▬▬▬ ▬▬ ▬▬▬▬▬ ▬▬▬ ▬▬▬▬ ▬▬ ▬▬▬▬ ▬▬▬ ▬▬▬▬▬ ▬▬ ▬▬▬ ▬▬▬▬ ▬▬ ▬▬▬▬ ▬▬▬ ▬▬▬▬▬ ▬▬ ▬▬▬▬ ▬▬ ▬▬▬ ▬▬▬▬▬ ▬▬ ▬▬▬▬ ▬▬▬ ▬▬▬▬ ▬▬ ▬▬▬▬▬ ▬▬▬ ▬▬▬▬ ▬▬ ▬▬▬▬ ▬▬▬ ▬▬▬▬▬ ▬▬ ▬▬▬ ▬▬▬▬ ▬▬ ▬▬▬▬ ▬▬▬ ▬▬▬▬▬ ▬▬ ▬▬▬▬ ▬▬ ▬▬▬ ▬▬▬▬▬ ▬▬ ▬▬▬▬ ▬▬▬ ▬▬▬▬ ▬▬ ▬▬▬▬▬ ▬▬▬ ▬▬▬▬ ▬▬ ▬▬▬▬ ▬▬▬ ▬▬▬▬▬ ▬▬ ▬▬▬ ▬▬▬▬ ▬▬ ▬▬▬▬ ▬▬▬ ▬▬▬▬▬ ▬▬ ▬▬▬▬ ▬▬ ▬▬▬ ▬▬▬▬▬ ▬▬ ▬▬▬▬ ▬▬▬ ▬▬▬▬ ▬▬ ▬▬▬▬▬ ▬▬▬ ▬▬▬▬ ▬▬ ▬▬▬▬ ▬▬▬ ▬▬▬▬▬ ▬▬ ▬▬▬ ▬▬▬▬ ▬▬ ▬▬▬▬ ▬▬▬ ▬▬▬▬▬ ▬▬ ▬▬▬▬ ▬▬ ▬▬▬ ▬▬▬▬▬ ▬▬ ▬▬▬▬ ▬▬▬ ▬▬▬▬ ▬▬ ▬▬▬▬▬ ▬▬▬ ▬▬▬▬ ▬▬ ▬▬▬▬ ▬▬▬ ▬▬▬▬▬ ▬▬ ▬▬▬ ▬▬▬▬ ▬▬ ▬▬▬▬ ▬▬▬ ▬▬▬▬▬ ▬▬ ▬▬▬▬ ▬▬ ▬▬▬ ▬▬▬▬▬ ▬▬ ▬▬▬▬ ▬▬▬ — [408, 269, 496, 479]
tender-row-label: Special Instruction — [422, 820, 489, 836]
tender-row-value: Procurement Department, Bangladesh Krishi Bank, Head Office, 2nd Floor, 83-85, Motijheel C/A, Dhaka-1000. — [489, 673, 636, 684]
ad-signature-extra: ও সদস্য সচিব, বাছাই কমিটি — [159, 917, 211, 922]
article-kicker: নতুন সরকারের সঙ্গে নতুন — [418, 59, 486, 67]
article-byline: নিজস্ব প্রতিবেদক — [502, 441, 533, 446]
tender-row-value: Open Tendering Method (OTM) — [489, 707, 636, 713]
tender-row-number: 18. — [409, 781, 422, 787]
tender-row-value: Procurement-2847/আইস/২০২৪/১১১৯ Date: 23.01.2024 — [489, 695, 636, 701]
krishi-dept: Procurement Department — [432, 614, 494, 619]
page-number: ১১ — [578, 6, 640, 44]
tender-signature-name: (Md. Abdur Samad) — [580, 952, 616, 957]
article-body: নিজস্ব প্রতিবেদক ▬▬▬ ▬▬▬▬ ▬▬ ▬▬▬▬▬ ▬▬▬ ▬▬▬▬ ▬▬ ▬▬▬▬ ▬▬▬ ▬▬▬▬▬ ▬▬ ▬▬▬ ▬▬▬▬ ▬▬ ▬▬▬▬ ▬▬▬ ▬▬▬▬▬ ▬▬ ▬▬▬▬ ▬▬ ▬▬▬ ▬▬▬▬▬ ▬▬ ▬▬▬▬ ▬▬▬ ▬▬▬▬ ▬▬ ▬▬▬▬▬ ▬▬▬ ▬▬▬▬ ▬▬ ▬▬▬▬ ▬▬▬ ▬▬▬▬▬ ▬▬ ▬▬▬ ▬▬▬▬ ▬▬ ▬▬▬▬ ▬▬▬ ▬▬▬▬▬ ▬▬ ▬▬▬▬ ▬▬ ▬▬▬ ▬▬▬▬▬ ▬▬ ▬▬▬▬ ▬▬▬ ▬▬▬▬ ▬▬ ▬▬▬▬▬ ▬▬▬ ▬▬▬▬ ▬▬ ▬▬▬▬ ▬▬▬ ▬▬▬▬▬ ▬▬ ▬▬▬ ▬▬▬▬ ▬▬ ▬▬▬▬ ▬▬▬ ▬▬▬▬▬ ▬▬ ▬▬▬▬ ▬▬ ▬▬▬ ▬▬▬▬▬ ▬▬ ▬▬▬▬ ▬▬▬ ▬▬▬▬ ▬▬ ▬▬▬▬▬ ▬▬▬ ▬▬▬▬ ▬▬ ▬▬▬▬ ▬▬▬ ▬▬▬▬▬ ▬▬ ▬▬▬ ▬▬▬▬ ▬▬ ▬▬▬▬ ▬▬▬ ▬▬▬▬▬ ▬▬ ▬▬▬▬ ▬▬ ▬▬▬ ▬▬▬▬▬ ▬▬ ▬▬▬▬ ▬▬▬ ▬▬▬▬ ▬▬ ▬▬▬▬▬ ▬▬▬ ▬▬▬▬ ▬▬ ▬▬▬▬ ▬▬▬ ▬▬▬▬▬ ▬▬ ▬▬▬ ▬▬▬▬ ▬▬ ▬▬▬▬ ▬▬▬ ▬▬▬▬▬ ▬▬ ▬▬▬▬ ▬▬ ▬▬▬ ▬▬▬▬▬ ▬▬ ▬▬▬▬ ▬▬▬ ▬▬▬▬ ▬▬ ▬▬▬▬▬ ▬▬▬ ▬▬▬▬ ▬▬ ▬▬▬▬ ▬▬▬ ▬▬▬▬▬ ▬▬ ▬▬▬ ▬▬▬▬ ▬▬ ▬▬▬▬ ▬▬▬ ▬▬▬▬▬ ▬▬ ▬▬▬▬ ▬▬ ▬▬▬ ▬▬▬▬▬ ▬▬ ▬▬▬▬ ▬▬▬ ▬▬▬▬ ▬▬ ▬▬▬▬▬ — [502, 262, 640, 376]
tender-row — [409, 836, 636, 847]
tender-row-value: Appointing Private Security Guard Contractor/Supplier/vendor for Bangladesh Krishi Bank, Kushtia, Kushtia & Jhenaidah Division. — [489, 684, 636, 695]
tender-row-value: Tender security in the form of Pay Order/Bank Draft of any scheduled bank. — [489, 748, 636, 759]
tender-row-label: Agency/Procuring Entity — [422, 655, 489, 661]
tender-row-value: Procurement Department, Bangladesh Krishi Bank, Head Office, 2nd Floor, 83-85, Motijheel C/A, Dhaka-1000. — [489, 770, 636, 781]
article-byline: নিজস্ব প্রতিবেদক — [258, 335, 289, 340]
tender-row-number: 21. — [409, 809, 422, 820]
article-headline[interactable]: পাচ রুটে চলবে — [54, 273, 110, 283]
tender-row-label: Brief Description of Works — [422, 809, 489, 820]
article-body: নিজস্ব প্রতিবেদক ▬▬▬ ▬▬▬▬ ▬▬ ▬▬▬▬▬ ▬▬▬ ▬▬▬▬ ▬▬ ▬▬▬▬ ▬▬▬ ▬▬▬▬▬ ▬▬ ▬▬▬ ▬▬▬▬ ▬▬ ▬▬▬▬ ▬▬▬ ▬▬▬▬▬ ▬▬ ▬▬▬▬ ▬▬ ▬▬▬ ▬▬▬▬▬ ▬▬ ▬▬▬▬ ▬▬▬ ▬▬▬▬ ▬▬ ▬▬▬▬▬ ▬▬▬ ▬▬▬▬ ▬▬ ▬▬▬▬ ▬▬▬ ▬▬▬▬▬ ▬▬ ▬▬▬ ▬▬▬▬ ▬▬ ▬▬▬▬ ▬▬▬ ▬▬▬▬▬ ▬▬ ▬▬▬▬ ▬▬ ▬▬▬ ▬▬▬▬▬ ▬▬ ▬▬▬▬ ▬▬▬ ▬▬▬▬ ▬▬ ▬▬▬▬▬ ▬▬▬ ▬▬▬▬ ▬▬ ▬▬▬▬ ▬▬▬ ▬▬▬▬▬ ▬▬ ▬▬▬ ▬▬▬▬ ▬▬ ▬▬▬▬ ▬▬▬ ▬▬▬▬▬ ▬▬ ▬▬▬▬ ▬▬ ▬▬▬ ▬▬▬▬▬ ▬▬ ▬▬▬▬ ▬▬▬ ▬▬▬▬ ▬▬ ▬▬▬▬▬ ▬▬▬ ▬▬▬▬ ▬▬ ▬▬▬▬ ▬▬▬ ▬▬▬▬▬ ▬▬ ▬▬▬ ▬▬▬▬ ▬▬ ▬▬▬▬ ▬▬▬ ▬▬▬▬▬ ▬▬ ▬▬▬▬ ▬▬ ▬▬▬ ▬▬▬▬▬ ▬▬ ▬▬▬▬ ▬▬▬ ▬▬▬▬ ▬▬ ▬▬▬▬▬ ▬▬▬ ▬▬▬▬ ▬▬ ▬▬▬▬ ▬▬▬ ▬▬▬▬▬ ▬▬ ▬▬▬ ▬▬▬▬ ▬▬ ▬▬▬▬ ▬▬▬ ▬▬▬▬▬ ▬▬ ▬▬▬▬ ▬▬ ▬▬▬ ▬▬▬▬▬ ▬▬ ▬▬▬▬ ▬▬▬ ▬▬▬▬ ▬▬ ▬▬▬▬▬ ▬▬▬ ▬▬▬▬ ▬▬ ▬▬▬▬ ▬▬▬ ▬▬▬▬▬ ▬▬ ▬▬▬ ▬▬▬▬ ▬▬ ▬▬▬▬ ▬▬▬ ▬▬▬▬▬ ▬▬ ▬▬▬▬ ▬▬ ▬▬▬ ▬▬▬▬▬ ▬▬ ▬▬▬▬ ▬▬▬ ▬▬▬▬ ▬▬ ▬▬▬▬▬ — [502, 441, 640, 555]
tender-row-value: 17.02.2024 Within 3.00 P.M. — [489, 719, 636, 725]
tender-row-number: 4. — [409, 667, 422, 673]
tender-row — [409, 661, 636, 667]
tender-row-value: 18.02.2024 Within 3.45 P.M. will be opened in presence of tenderer or their authorized — [489, 731, 636, 737]
article-headline[interactable]: আন্দোলন হবে শান্তিপূর্ণ — [414, 257, 490, 267]
article-body: নিজস্ব প্রতিবেদক ▬▬▬ ▬▬▬▬ ▬▬ ▬▬▬▬▬ ▬▬▬ ▬▬▬▬ ▬▬ ▬▬▬▬ ▬▬▬ ▬▬▬▬▬ ▬▬ ▬▬▬ ▬▬▬▬ ▬▬ ▬▬▬▬ ▬▬▬ ▬▬▬▬▬ ▬▬ ▬▬▬▬ ▬▬ ▬▬▬ ▬▬▬▬▬ ▬▬ ▬▬▬▬ ▬▬▬ ▬▬▬▬ ▬▬ ▬▬▬▬▬ ▬▬▬ ▬▬▬▬ ▬▬ ▬▬▬▬ ▬▬▬ ▬▬▬▬▬ ▬▬ ▬▬▬ ▬▬▬▬ ▬▬ ▬▬▬▬ ▬▬▬ ▬▬▬▬▬ ▬▬ ▬▬▬▬ ▬▬ ▬▬▬ ▬▬▬▬▬ ▬▬ ▬▬▬▬ ▬▬▬ ▬▬▬▬ ▬▬ ▬▬▬▬▬ ▬▬▬ ▬▬▬▬ ▬▬ ▬▬▬▬ ▬▬▬ ▬▬▬▬▬ ▬▬ ▬▬▬ ▬▬▬▬ ▬▬ ▬▬▬▬ ▬▬▬ ▬▬▬▬▬ ▬▬ ▬▬▬▬ ▬▬ ▬▬▬ ▬▬▬▬▬ ▬▬ ▬▬▬▬ ▬▬▬ ▬▬▬▬ ▬▬ ▬▬▬▬▬ ▬▬▬ ▬▬▬▬ ▬▬ ▬▬▬▬ ▬▬▬ ▬▬▬▬▬ ▬▬ ▬▬▬ ▬▬▬▬ ▬▬ ▬▬▬▬ ▬▬▬ ▬▬▬▬▬ ▬▬ ▬▬▬▬ ▬▬ ▬▬▬ ▬▬▬▬▬ ▬▬ ▬▬▬▬ ▬▬▬ ▬▬▬▬ ▬▬ ▬▬▬▬▬ ▬▬▬ ▬▬▬▬ ▬▬ ▬▬▬▬ ▬▬▬ ▬▬▬▬▬ ▬▬ ▬▬▬ ▬▬▬▬ ▬▬ ▬▬▬▬ ▬▬▬ ▬▬▬▬▬ ▬▬ ▬▬▬▬ ▬▬ ▬▬▬ ▬▬▬▬▬ ▬▬ ▬▬▬▬ ▬▬▬ ▬▬▬▬ ▬▬ ▬▬▬▬▬ ▬▬▬ ▬▬▬▬ ▬▬ ▬▬▬▬ ▬▬▬ ▬▬▬▬▬ ▬▬ ▬▬▬ ▬▬▬▬ ▬▬ ▬▬▬▬ ▬▬▬ ▬▬▬▬▬ ▬▬ ▬▬▬▬ ▬▬ ▬▬▬ ▬▬▬▬▬ ▬▬ ▬▬▬▬ ▬▬▬ ▬▬▬▬ ▬▬ ▬▬▬▬▬ — [150, 252, 252, 405]
tender-row-number: 5. — [409, 673, 422, 684]
ad-signature-title: মহাব্যবস্থাপক — [173, 909, 197, 914]
article-byline: নিজস্ব প্রতিবেদক — [150, 252, 181, 257]
tender-row-number: 7. — [409, 695, 422, 701]
tender-row-label: Name, Designation and Address of Official Inviting Tender — [422, 836, 489, 847]
tender-row-value: Bangladesh Krishi Bank — [489, 655, 636, 661]
article-divider — [258, 408, 402, 409]
tender-row-label: Ministry/Division — [422, 649, 489, 655]
tender-row-number: 13. — [409, 731, 422, 737]
article-body: কূটনৈতিক প্রতিবেদক ▬▬▬ ▬▬▬▬ ▬▬ ▬▬▬▬▬ ▬▬▬ ▬▬▬▬ ▬▬ ▬▬▬▬ ▬▬▬ ▬▬▬▬▬ ▬▬ ▬▬▬ ▬▬▬▬ ▬▬ ▬▬▬▬ ▬▬▬ ▬▬▬▬▬ ▬▬ ▬▬▬▬ ▬▬ ▬▬▬ ▬▬▬▬▬ ▬▬ ▬▬▬▬ ▬▬▬ ▬▬▬▬ ▬▬ ▬▬▬▬▬ ▬▬▬ ▬▬▬▬ ▬▬ ▬▬▬▬ ▬▬▬ ▬▬▬▬▬ ▬▬ ▬▬▬ ▬▬▬▬ ▬▬ ▬▬▬▬ ▬▬▬ ▬▬▬▬▬ ▬▬ ▬▬▬▬ ▬▬ ▬▬▬ ▬▬▬▬▬ ▬▬ ▬▬▬▬ ▬▬▬ ▬▬▬▬ ▬▬ ▬▬▬▬▬ ▬▬▬ ▬▬▬▬ ▬▬ ▬▬▬▬ ▬▬▬ ▬▬▬▬▬ ▬▬ ▬▬▬ ▬▬▬▬ ▬▬ ▬▬▬▬ ▬▬▬ ▬▬▬▬▬ ▬▬ ▬▬▬▬ ▬▬ ▬▬▬ ▬▬▬▬▬ ▬▬ ▬▬▬▬ ▬▬▬ ▬▬▬▬ ▬▬ ▬▬▬▬▬ ▬▬▬ ▬▬▬▬ ▬▬ ▬▬▬▬ ▬▬▬ ▬▬▬▬▬ ▬▬ ▬▬▬ ▬▬▬▬ ▬▬ ▬▬▬▬ ▬▬▬ ▬▬▬▬▬ ▬▬ ▬▬▬▬ ▬▬ ▬▬▬ ▬▬▬▬▬ ▬▬ ▬▬▬▬ ▬▬▬ ▬▬▬▬ ▬▬ ▬▬▬▬▬ ▬▬▬ ▬▬▬▬ ▬▬ ▬▬▬▬ ▬▬▬ ▬▬▬▬▬ ▬▬ ▬▬▬ ▬▬▬▬ ▬▬ ▬▬▬▬ ▬▬▬ ▬▬▬▬▬ ▬▬ ▬▬▬▬ ▬▬ ▬▬▬ ▬▬▬▬▬ ▬▬ ▬▬▬▬ ▬▬▬ ▬▬▬▬ ▬▬ ▬▬▬▬▬ ▬▬▬ ▬▬▬▬ ▬▬ ▬▬▬▬ ▬▬▬ ▬▬▬▬▬ ▬▬ ▬▬▬ ▬▬▬▬ ▬▬ ▬▬▬▬ ▬▬▬ ▬▬▬▬▬ ▬▬ ▬▬▬▬ ▬▬ ▬▬▬ ▬▬▬▬▬ ▬▬ ▬▬▬▬ ▬▬▬ ▬▬▬▬ ▬▬ ▬▬▬▬▬ ▬▬▬ ▬▬▬▬ ▬▬ ▬▬▬▬ ▬▬▬ ▬▬▬▬▬ ▬▬ ▬▬▬ ▬▬▬▬ ▬▬ ▬▬▬▬ ▬▬▬ ▬▬▬▬▬ ▬▬ ▬▬▬▬ ▬▬ ▬▬▬ ▬▬▬▬▬ ▬▬ ▬▬▬▬ ▬▬▬ ▬▬▬▬ ▬▬ ▬▬▬▬▬ — [502, 69, 640, 203]
tender-row-label: Tender Selling, Drop and Opening Place — [422, 770, 489, 781]
tender-row — [409, 759, 636, 770]
article-byline: নিজস্ব প্রতিবেদক — [408, 497, 439, 502]
tender-row-number: 2. — [409, 655, 422, 661]
krishi-web[interactable]: www.krishibank.org.bd — [585, 608, 636, 613]
